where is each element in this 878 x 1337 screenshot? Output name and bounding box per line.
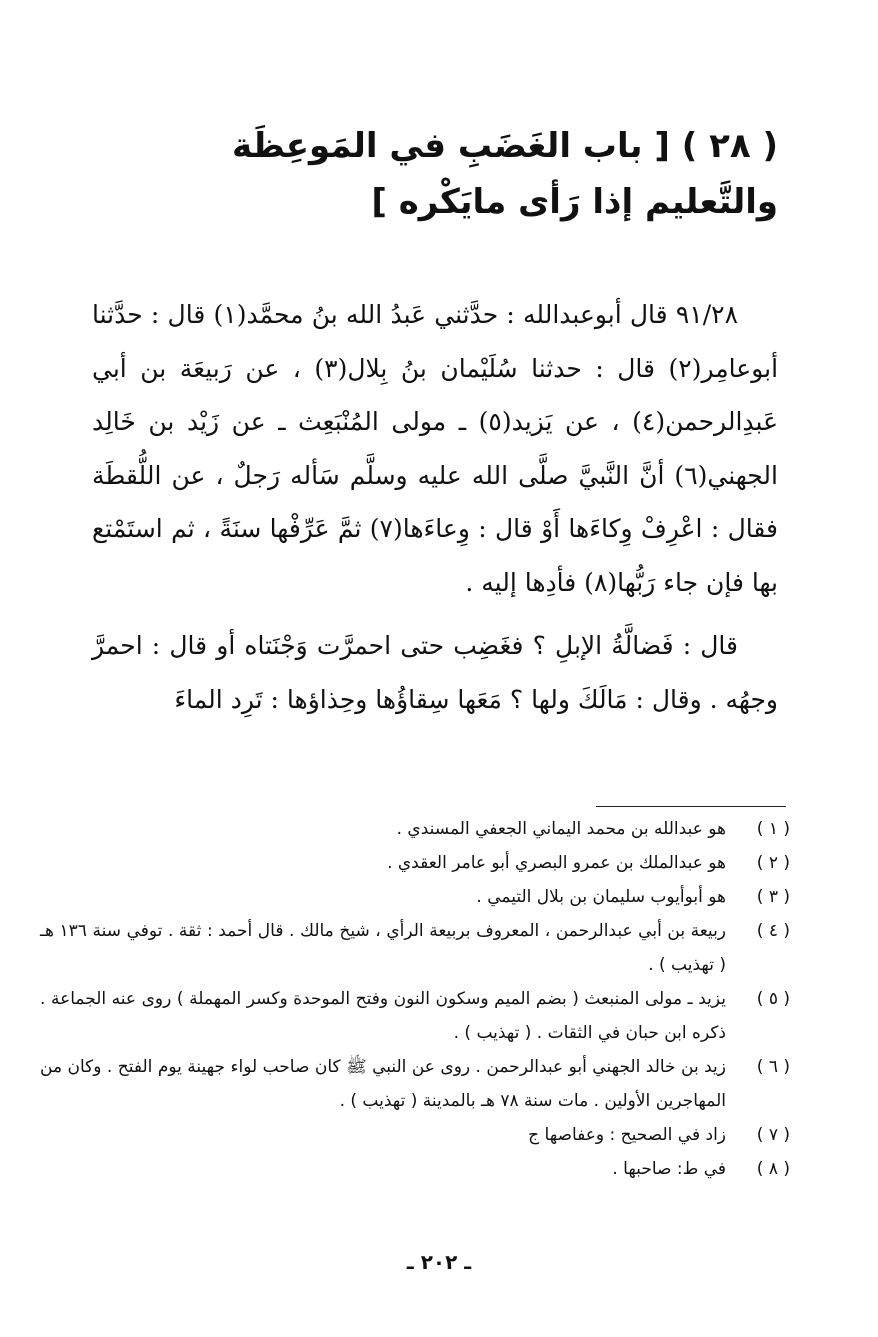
footnote xyxy=(40,846,790,880)
footnote-number: ( ٣ ) xyxy=(756,887,790,907)
footnote-text: هو أبوأيوب سليمان بن بلال التيمي . xyxy=(476,887,726,907)
footnote xyxy=(40,914,790,982)
footnote-separator xyxy=(596,806,786,807)
footnote-number: ( ١ ) xyxy=(756,819,790,839)
footnote-number: ( ٨ ) xyxy=(756,1159,790,1179)
footnote xyxy=(40,1152,790,1186)
footnote-text: يزيد ـ مولى المنبعث ( بضم الميم وسكون النون وفتح الموحدة وكسر المهملة ) روى عنه الجماعة . ذكره ابن حبان في الثقات . ( تهذيب ) . xyxy=(40,989,726,1043)
footnote-text: في ط: صاحبها . xyxy=(612,1159,726,1179)
footnote xyxy=(40,982,790,1050)
footnote-text: ربيعة بن أبي عبدالرحمن ، المعروف بربيعة الرأي ، شيخ مالك . قال أحمد : ثقة . توفي سنة ١٣٦ هـ ( تهذيب ) . xyxy=(40,921,727,975)
footnote xyxy=(40,880,790,914)
footnote xyxy=(40,1050,790,1118)
footnote-number: ( ٤ ) xyxy=(756,921,790,941)
footnote xyxy=(40,1118,790,1152)
footnotes xyxy=(40,812,790,1186)
footnote-number: ( ٦ ) xyxy=(756,1057,790,1077)
footnote-text: زيد بن خالد الجهني أبو عبدالرحمن . روى عن النبي ﷺ كان صاحب لواء جهينة يوم الفتح . وكان من المهاجرين الأولين . مات سنة ٧٨ هـ بالمدينة ( تهذيب ) . xyxy=(40,1057,726,1111)
footnote-text: زاد في الصحيح : وعفاصها ج xyxy=(528,1125,726,1145)
footnote-text: هو عبدالملك بن عمرو البصري أبو عامر العقدي . xyxy=(387,853,726,873)
footnote-number: ( ٢ ) xyxy=(756,853,790,873)
footnote-number: ( ٥ ) xyxy=(756,989,790,1009)
hadith-body xyxy=(92,288,778,726)
chapter-title: ( ٢٨ ) [ باب الغَضَبِ في المَوعِظَة والتَّعليم إذا رَأى مايَكْره ] xyxy=(232,126,778,222)
hadith-paragraph-2: قال : فَضالَّةُ الإبلِ ؟ فغَضِب حتى احمرَّت وَجْنَتاه أو قال : احمرَّ وجهُه . وقال : مَالَكَ ولها ؟ مَعَها سِقاؤُها وحِذاؤها : تَرِد الماءَ xyxy=(92,631,778,714)
footnote xyxy=(40,812,790,846)
page-number: ـ ٢٠٢ ـ xyxy=(406,1250,472,1274)
footnote-number: ( ٧ ) xyxy=(756,1125,790,1145)
footnote-text: هو عبدالله بن محمد اليماني الجعفي المسندي . xyxy=(396,819,726,839)
hadith-paragraph-1: ٩١/٢٨ قال أبوعبدالله : حدَّثني عَبدُ الله بنُ محمَّد(١) قال : حدَّثنا أبوعامِر(٢) قال : حدثنا سُلَيْمان بنُ بِلال(٣) ، عن رَبيعَة بن أبي عَبدِالرحمن(٤) ، عن يَزيد(٥) ـ مولى المُنْبَعِث ـ عن زَيْد بن خَالِد الجهني(٦) أنَّ النَّبيَّ صلَّى الله عليه وسلَّم سَأله رَجلٌ ، عن اللُّقطَة فقال : اعْرِفْ وِكاءَها أَوْ قال : وِعاءَها(٧) ثمَّ عَرِّفْها سنَةً ، ثم استَمْتع بها فإن جاء رَبُّها(٨) فأدِها إليه . xyxy=(92,300,779,597)
